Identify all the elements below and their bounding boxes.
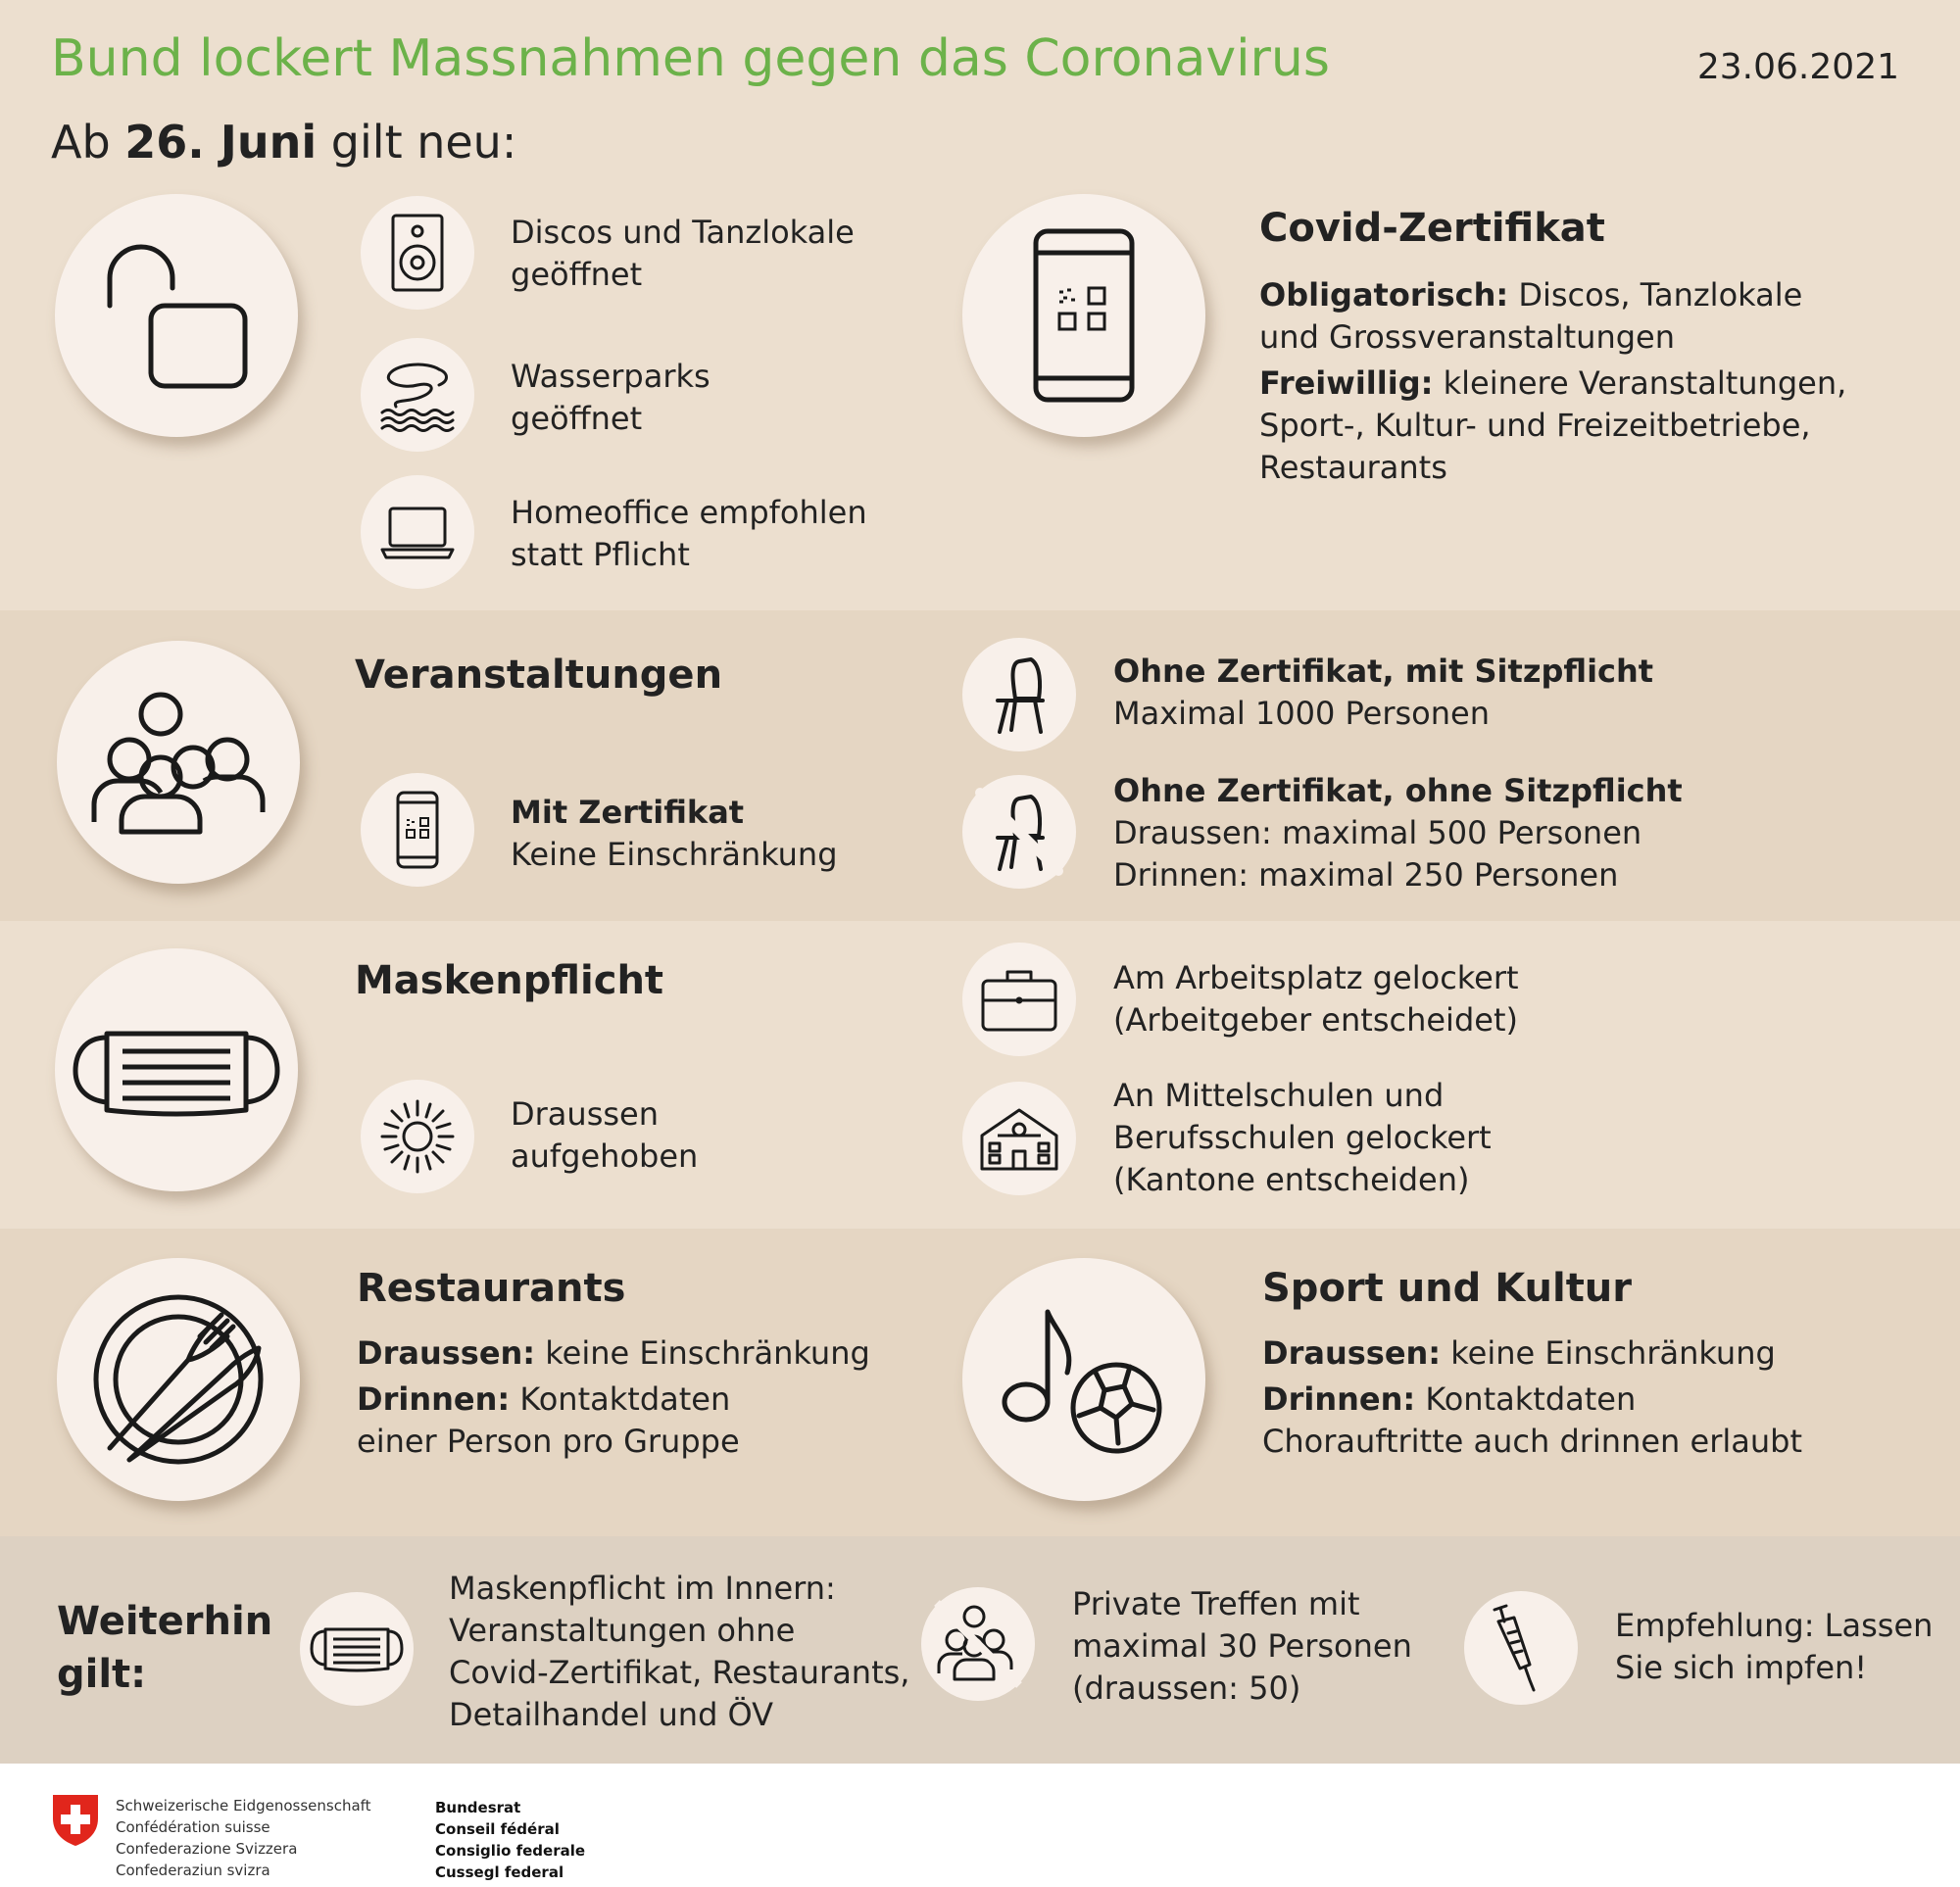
sport-inside-text2: Chorauftritte auch drinnen erlaubt — [1262, 1423, 1802, 1460]
syringe-icon — [1464, 1591, 1578, 1705]
events-heading: Veranstaltungen — [355, 653, 723, 698]
council-de: Bundesrat — [435, 1799, 521, 1816]
school-line1: An Mittelschulen und — [1113, 1077, 1445, 1114]
restaurants-inside — [357, 1379, 740, 1463]
mandatory-text2: und Grossveranstaltungen — [1259, 318, 1675, 356]
unseated-text2: Drinnen: maximal 250 Personen — [1113, 856, 1619, 894]
outdoor-line1: Draussen — [511, 1095, 659, 1133]
sport-outside — [1262, 1332, 1776, 1375]
no-crowd-icon — [921, 1587, 1035, 1701]
still-valid-heading — [57, 1595, 272, 1701]
subtitle-post: gilt neu: — [317, 116, 517, 169]
homeoffice-line2: statt Pflicht — [511, 536, 690, 573]
council-rm: Cussegl federal — [435, 1863, 564, 1881]
discos-line1: Discos und Tanzlokale — [511, 214, 855, 251]
sun-icon — [361, 1080, 474, 1193]
meeting-line3: (draussen: 50) — [1072, 1669, 1301, 1707]
publication-date: 23.06.2021 — [1696, 47, 1899, 87]
seated-text: Maximal 1000 Personen — [1113, 695, 1490, 732]
confed-fr: Confédération suisse — [116, 1818, 270, 1836]
confed-rm: Confederaziun svizra — [116, 1862, 270, 1879]
school-line2: Berufsschulen gelockert — [1113, 1119, 1492, 1156]
with-cert-text: Keine Einschränkung — [511, 836, 838, 873]
sport-inside-text1: Kontaktdaten — [1415, 1380, 1637, 1418]
waterparks-text — [511, 356, 710, 440]
mandatory-text1: Discos, Tanzlokale — [1508, 276, 1803, 314]
unseated-label: Ohne Zertifikat, ohne Sitzpflicht — [1113, 772, 1683, 809]
laptop-icon — [361, 475, 474, 589]
confed-de: Schweizerische Eidgenossenschaft — [116, 1797, 371, 1814]
still-valid-heading1: Weiterhin — [57, 1599, 273, 1644]
confed-it: Confederazione Svizzera — [116, 1840, 298, 1858]
sport-outside-label: Draussen: — [1262, 1334, 1442, 1372]
school-line3: (Kantone entscheiden) — [1113, 1161, 1470, 1198]
speaker-icon — [361, 196, 474, 310]
unseated-text1: Draussen: maximal 500 Personen — [1113, 814, 1642, 851]
mask-line2: Veranstaltungen ohne — [449, 1612, 796, 1649]
still-valid-mask-text — [449, 1568, 909, 1736]
meeting-line2: maximal 30 Personen — [1072, 1627, 1412, 1665]
vaccine-line2: Sie sich impfen! — [1615, 1649, 1868, 1686]
work-line1: Am Arbeitsplatz gelockert — [1113, 959, 1519, 996]
sport-outside-text: keine Einschränkung — [1441, 1334, 1776, 1372]
smartphone-qr-icon — [962, 194, 1205, 437]
mandatory-label: Obligatorisch: — [1259, 276, 1509, 314]
discos-text — [511, 212, 855, 296]
restaurants-inside-label: Drinnen: — [357, 1380, 511, 1418]
still-valid-vaccine-text — [1615, 1605, 1933, 1689]
swiss-coat-of-arms-icon — [51, 1793, 100, 1852]
no-chair-icon — [962, 775, 1076, 889]
masks-outdoor — [511, 1093, 698, 1178]
events-unseated — [1113, 770, 1683, 896]
vaccine-line1: Empfehlung: Lassen — [1615, 1607, 1934, 1644]
crowd-icon — [57, 641, 300, 884]
briefcase-icon — [962, 943, 1076, 1056]
meeting-line1: Private Treffen mit — [1072, 1585, 1360, 1622]
discos-line2: geöffnet — [511, 256, 643, 293]
events-with-certificate — [511, 792, 838, 876]
subtitle-date: 26. Juni — [124, 116, 318, 169]
face-mask-icon — [55, 948, 298, 1191]
restaurants-outside — [357, 1332, 870, 1375]
with-cert-label: Mit Zertifikat — [511, 794, 745, 831]
restaurants-inside-text2: einer Person pro Gruppe — [357, 1423, 740, 1460]
mask-line3: Covid-Zertifikat, Restaurants, — [449, 1654, 910, 1691]
unlock-icon — [55, 194, 298, 437]
voluntary-text2: Sport-, Kultur- und Freizeitbetriebe, — [1259, 407, 1811, 444]
sport-inside — [1262, 1379, 1802, 1463]
mask-line4: Detailhandel und ÖV — [449, 1696, 774, 1733]
council-it: Consiglio federale — [435, 1842, 586, 1860]
subtitle-pre: Ab — [51, 116, 125, 169]
seated-label: Ohne Zertifikat, mit Sitzpflicht — [1113, 653, 1654, 690]
federal-council-names — [435, 1797, 585, 1883]
voluntary-label: Freiwillig: — [1259, 364, 1434, 402]
still-valid-meeting-text — [1072, 1583, 1412, 1710]
outdoor-line2: aufgehoben — [511, 1137, 699, 1175]
restaurants-inside-text1: Kontaktdaten — [510, 1380, 731, 1418]
restaurants-outside-text: keine Einschränkung — [535, 1334, 870, 1372]
masks-schools — [1113, 1075, 1492, 1201]
certificate-heading: Covid-Zertifikat — [1259, 206, 1605, 251]
plate-cutlery-icon — [57, 1258, 300, 1501]
smartphone-certificate-icon — [361, 773, 474, 887]
masks-workplace — [1113, 957, 1519, 1041]
voluntary-text1: kleinere Veranstaltungen, — [1433, 364, 1847, 402]
certificate-mandatory — [1259, 274, 1802, 359]
work-line2: (Arbeitgeber entscheidet) — [1113, 1001, 1518, 1039]
sport-heading: Sport und Kultur — [1262, 1266, 1633, 1311]
school-icon — [962, 1082, 1076, 1195]
certificate-voluntary — [1259, 363, 1846, 489]
waterslide-icon — [361, 338, 474, 452]
homeoffice-text — [511, 492, 867, 576]
page-title: Bund lockert Massnahmen gegen das Coronavirus — [51, 29, 1330, 88]
confederation-names — [116, 1795, 371, 1881]
restaurants-outside-label: Draussen: — [357, 1334, 536, 1372]
council-fr: Conseil fédéral — [435, 1820, 560, 1838]
mask-line1: Maskenpflicht im Innern: — [449, 1570, 836, 1607]
events-seated — [1113, 651, 1653, 735]
waterparks-line1: Wasserparks — [511, 358, 710, 395]
mask-small-icon — [300, 1592, 414, 1706]
masks-heading: Maskenpflicht — [355, 958, 664, 1003]
chair-icon — [962, 638, 1076, 751]
music-ball-icon — [962, 1258, 1205, 1501]
restaurants-heading: Restaurants — [357, 1266, 626, 1311]
still-valid-heading2: gilt: — [57, 1652, 147, 1697]
sport-inside-label: Drinnen: — [1262, 1380, 1416, 1418]
page-subtitle — [51, 116, 516, 169]
voluntary-text3: Restaurants — [1259, 449, 1447, 486]
homeoffice-line1: Homeoffice empfohlen — [511, 494, 867, 531]
waterparks-line2: geöffnet — [511, 400, 643, 437]
